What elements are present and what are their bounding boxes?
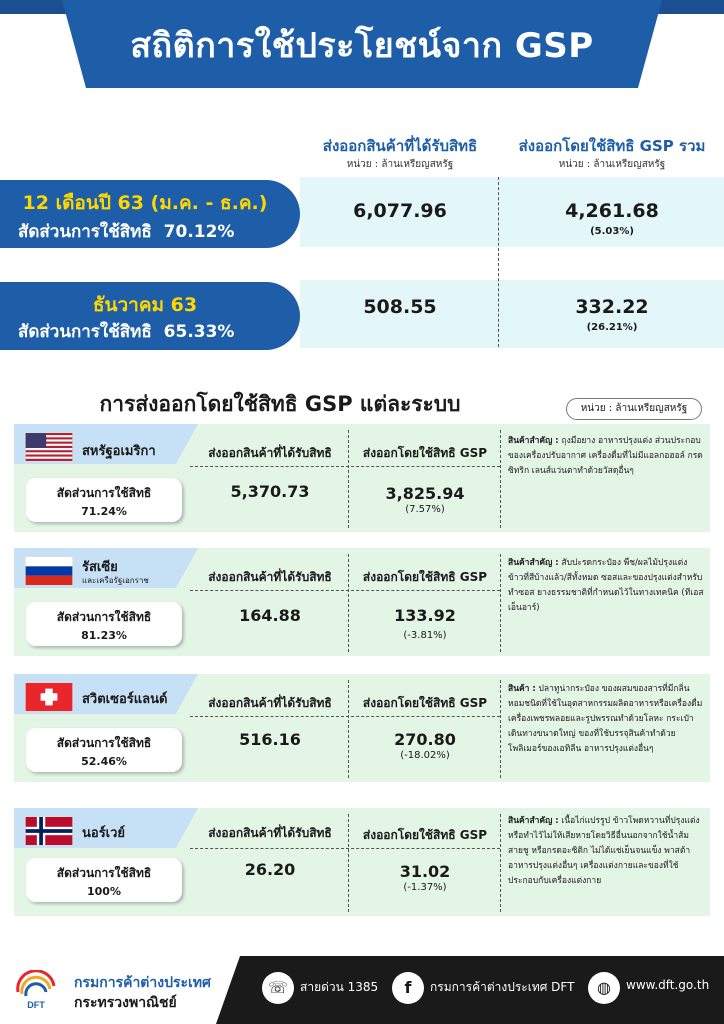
rate-value: 100% [87,885,121,898]
key-products-label: สินค้า : [508,684,536,694]
country-name: รัสเซีย [82,560,118,575]
used-value: 31.02 [399,862,451,881]
page-title: สถิติการใช้ประโยชน์จาก GSP [130,26,594,66]
summary-period-pill-1 [0,180,300,248]
country-name: สหรัฐอเมริกา [82,444,156,459]
rate-value: 71.24% [81,505,127,518]
section-heading: การส่งออกโดยใช้สิทธิ GSP แต่ละระบบ [99,392,461,416]
col-divider [500,814,501,912]
usa-flag-icon [24,432,74,462]
summary-used-pct-1: (5.03%) [590,226,634,237]
col-divider [500,430,501,528]
key-products-label: สินค้าสำคัญ : [508,816,559,826]
key-products [508,814,704,889]
rate-label: สัดส่วนการใช้สิทธิ [56,486,152,500]
rate-label: สัดส่วนการใช้สิทธิ [56,866,152,880]
key-products [508,556,704,616]
ministry-name: กระทรวงพาณิชย์ [74,995,177,1011]
header-divider [190,590,500,591]
russia-flag-icon [24,556,74,586]
globe-icon: ◍ [588,972,620,1004]
rate-value: 81.23% [81,629,127,642]
col-used-head: ส่งออกโดยใช้สิทธิ GSP [362,446,488,460]
used-value: 270.80 [394,730,456,749]
phone-icon: ☏ [262,972,294,1004]
summary-col2-head: ส่งออกโดยใช้สิทธิ GSP รวม [518,137,706,155]
eligible-value: 5,370.73 [230,482,310,501]
country-name: นอร์เวย์ [82,826,126,841]
summary-used-1: 4,261.68 [565,200,659,222]
country-block-switzerland [14,674,710,782]
col-divider [348,554,349,652]
col-divider [500,554,501,652]
used-pct: (-1.37%) [403,882,447,893]
key-products-text: สับปะรดกระป๋อง พืช/ผลไม้ปรุงแต่ง ข้าวที่สีบ้างแล้ว/สีทั้งหมด ซอสและของปรุงแต่งสำหรับทำซอส ยางธรรมชาติที่กำหนดไว้ในทางเทคนิค (ทีเอสเอ็นอาร์) [508,558,704,613]
rate-box [26,728,182,772]
col-eligible-head: ส่งออกสินค้าที่ได้รับสิทธิ [208,570,332,584]
summary-rate-label-1: สัดส่วนการใช้สิทธิ [18,222,152,242]
used-value: 3,825.94 [385,484,465,503]
key-products [508,682,704,757]
header-divider [190,466,500,467]
country-block-russia [14,548,710,656]
eligible-value: 516.16 [239,730,301,749]
facebook-page: กรมการค้าต่างประเทศ DFT [430,980,575,994]
summary-col1-head: ส่งออกสินค้าที่ได้รับสิทธิ [322,137,478,155]
country-block-usa [14,424,710,532]
switzerland-flag-icon [24,682,74,712]
country-subname: และเครือรัฐเอกราช [82,576,149,585]
footer [0,956,724,1024]
summary-rate-value-2: 65.33% [163,322,235,342]
key-products-text: ถุงมือยาง อาหารปรุงแต่ง ส่วนประกอบของเครื่องปรับอากาศ เครื่องดื่มที่ไม่มีแอลกอฮอล์ กรดซิทริก เลนส์แว่นตาทำด้วยวัสดุอื่นๆ [508,436,703,476]
key-products-label: สินค้าสำคัญ : [508,558,559,568]
summary-rate-2 [18,318,234,345]
eligible-value: 26.20 [244,860,296,879]
summary-period-1: 12 เดือนปี 63 (ม.ค. - ธ.ค.) [22,192,268,214]
summary-period-2: ธันวาคม 63 [92,294,198,316]
dft-logo-text: DFT [27,1000,45,1010]
org-name: กรมการค้าต่างประเทศ [74,975,211,991]
key-products-text: เนื้อไก่แปรรูป ข้าวโพดหวานที่ปรุงแต่งหรือทำไว้ไม่ให้เสียหายโดยวิธีอื่นนอกจากใช้น้ำส้มสายชู หรือกรดอะซิติก ไม่ได้แช่เย็นจนแข็ง พาสต้า อาหารปรุงแต่งอื่นๆ เครื่องแต่งกายและของที่ใช้ประกอบกับเครื่องแต่งกาย [508,816,700,886]
col-used-head: ส่งออกโดยใช้สิทธิ GSP [362,696,488,710]
col-divider [500,680,501,778]
summary-eligible-2: 508.55 [363,296,437,318]
col-used-head: ส่งออกโดยใช้สิทธิ GSP [362,828,488,842]
norway-flag-icon [24,816,74,846]
header-divider [190,716,500,717]
summary-col2-unit: หน่วย : ล้านเหรียญสหรัฐ [558,159,666,170]
col-divider [348,430,349,528]
summary-eligible-1: 6,077.96 [353,200,447,222]
col-eligible-head: ส่งออกสินค้าที่ได้รับสิทธิ [208,696,332,710]
summary-col1-unit: หน่วย : ล้านเหรียญสหรัฐ [346,159,454,170]
col-used-head: ส่งออกโดยใช้สิทธิ GSP [362,570,488,584]
rate-label: สัดส่วนการใช้สิทธิ [56,610,152,624]
website: www.dft.go.th [626,978,710,992]
key-products-text: ปลาทูน่ากระป๋อง ของผสมของสารที่มีกลิ่นหอมชนิดที่ใช้ในอุตสาหกรรมผลิตอาหารหรือเครื่องดื่ม เครื่องเพชรพลอยและรูปพรรณทำด้วยโลหะ กระเป๋าเดินทางขนาดใหญ่ ของที่ใช้บรรจุสินค้าทำด้วยโพลิเมอร์ของเอทิลีน อาหารปรุงแต่งอื่นๆ [508,684,703,754]
col-eligible-head: ส่งออกสินค้าที่ได้รับสิทธิ [208,446,332,460]
used-pct: (-3.81%) [403,630,447,641]
rate-box [26,602,182,646]
eligible-value: 164.88 [239,606,301,625]
summary-rate-1 [18,218,234,245]
col-eligible-head: ส่งออกสินค้าที่ได้รับสิทธิ [208,826,332,840]
country-name: สวิตเซอร์แลนด์ [82,692,168,707]
key-products-label: สินค้าสำคัญ : [508,436,559,446]
rate-label: สัดส่วนการใช้สิทธิ [56,736,152,750]
used-pct: (-18.02%) [400,750,450,761]
hotline: สายด่วน 1385 [300,980,379,994]
summary-used-pct-2: (26.21%) [586,322,638,333]
dft-logo-icon [14,970,60,1010]
header-divider [190,848,500,849]
summary-rate-label-2: สัดส่วนการใช้สิทธิ [18,322,152,342]
rate-box [26,858,182,902]
rate-box [26,478,182,522]
used-value: 133.92 [394,606,456,625]
section-unit: หน่วย : ล้านเหรียญสหรัฐ [566,398,702,420]
used-pct: (7.57%) [405,504,445,515]
summary-period-pill-2 [0,282,300,350]
summary-rate-value-1: 70.12% [163,222,235,242]
country-block-norway [14,808,710,916]
summary-used-2: 332.22 [575,296,649,318]
key-products [508,434,704,479]
col-divider [348,680,349,778]
facebook-icon: f [392,972,424,1004]
rate-value: 52.46% [81,755,127,768]
